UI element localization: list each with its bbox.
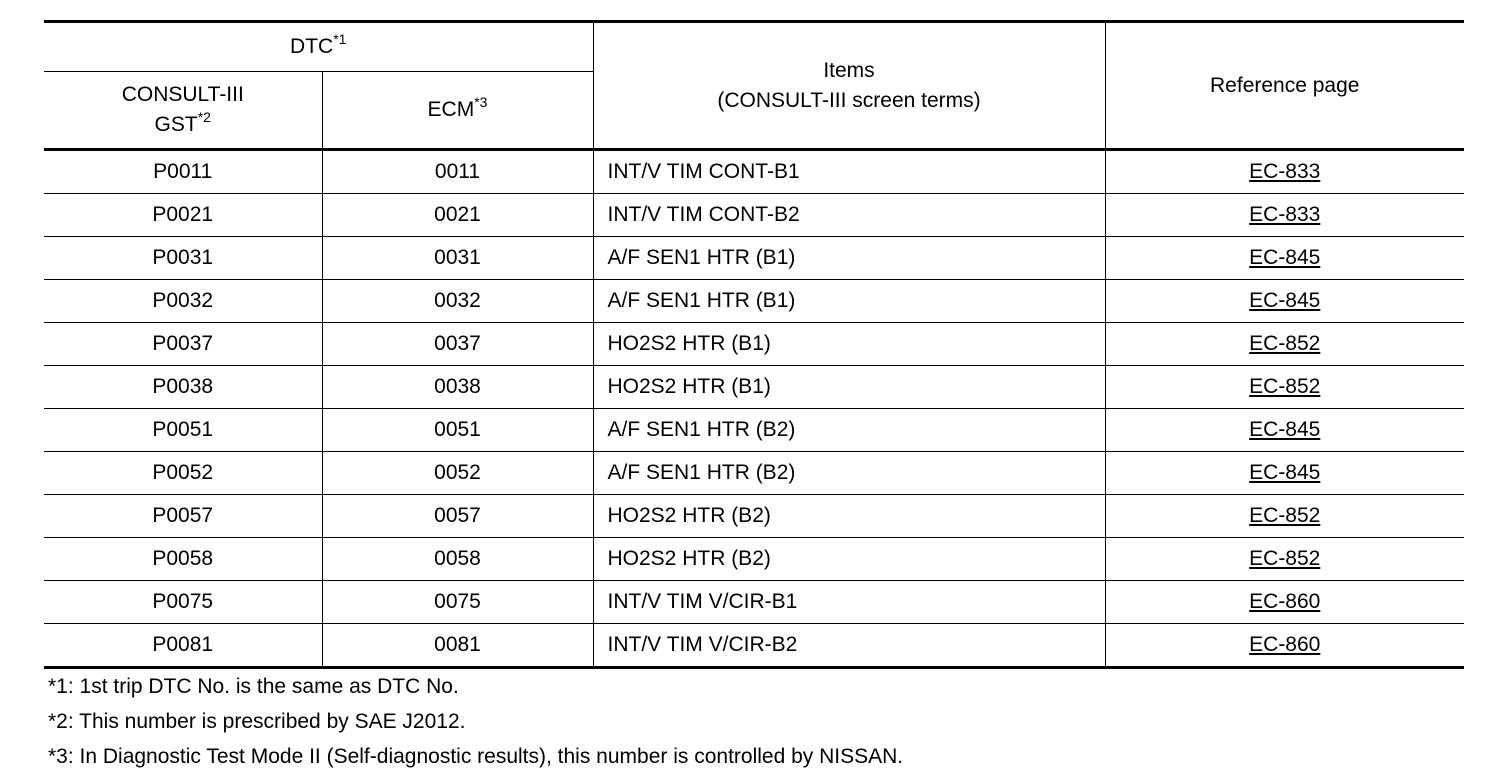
consult-code-cell: P0031 <box>44 237 322 280</box>
consult-code-cell: P0052 <box>44 452 322 495</box>
table-row <box>44 495 1464 538</box>
table-row <box>44 237 1464 280</box>
item-name-cell: INT/V TIM V/CIR-B1 <box>593 581 1105 624</box>
item-name-cell: A/F SEN1 HTR (B2) <box>593 452 1105 495</box>
reference-page-link[interactable]: EC-845 <box>1249 246 1321 269</box>
reference-page-link[interactable]: EC-852 <box>1249 332 1321 355</box>
table-row <box>44 409 1464 452</box>
items-header-subtitle: (CONSULT-III screen terms) <box>717 88 981 112</box>
consult-header-line1: CONSULT-III <box>121 83 244 106</box>
dtc-table-container <box>44 20 1464 669</box>
reference-cell <box>1105 538 1464 581</box>
table-row <box>44 581 1464 624</box>
consult-code-cell: P0021 <box>44 194 322 237</box>
consult-code-cell: P0011 <box>44 150 322 194</box>
gst-label: GST <box>154 113 198 136</box>
reference-page-link[interactable]: EC-860 <box>1249 633 1321 656</box>
table-row <box>44 366 1464 409</box>
footnote-line: *1: 1st trip DTC No. is the same as DTC No. <box>48 675 459 698</box>
ecm-code-cell: 0021 <box>322 194 593 237</box>
consult-code-cell: P0081 <box>44 624 322 668</box>
footnote-line: *3: In Diagnostic Test Mode II (Self-diagnostic results), this number is controlled by NISSAN. <box>48 745 904 768</box>
reference-page-link[interactable]: EC-860 <box>1249 590 1321 613</box>
item-name-cell: INT/V TIM V/CIR-B2 <box>593 624 1105 668</box>
item-name-cell: A/F SEN1 HTR (B1) <box>593 237 1105 280</box>
ecm-label: ECM <box>427 98 475 121</box>
reference-column-header: Reference page <box>1105 22 1464 150</box>
reference-cell <box>1105 280 1464 323</box>
consult-code-cell: P0032 <box>44 280 322 323</box>
item-name-cell: HO2S2 HTR (B2) <box>593 495 1105 538</box>
ecm-code-cell: 0031 <box>322 237 593 280</box>
item-name-cell: INT/V TIM CONT-B1 <box>593 150 1105 194</box>
ecm-code-cell: 0051 <box>322 409 593 452</box>
reference-cell <box>1105 495 1464 538</box>
reference-cell <box>1105 323 1464 366</box>
reference-cell <box>1105 150 1464 194</box>
consult-code-cell: P0038 <box>44 366 322 409</box>
dtc-header-label: DTC <box>290 35 334 58</box>
gst-footnote-mark: *2 <box>197 109 211 125</box>
items-column-header <box>593 22 1105 150</box>
item-name-cell: INT/V TIM CONT-B2 <box>593 194 1105 237</box>
reference-cell <box>1105 366 1464 409</box>
consult-column-header <box>44 72 322 150</box>
table-row <box>44 150 1464 194</box>
table-row <box>44 323 1464 366</box>
reference-page-link[interactable]: EC-833 <box>1249 160 1321 183</box>
reference-page-link[interactable]: EC-852 <box>1249 504 1321 527</box>
consult-code-cell: P0051 <box>44 409 322 452</box>
dtc-table-body <box>44 150 1464 668</box>
consult-code-cell: P0037 <box>44 323 322 366</box>
table-row <box>44 538 1464 581</box>
table-row <box>44 280 1464 323</box>
ecm-code-cell: 0075 <box>322 581 593 624</box>
reference-page-link[interactable]: EC-845 <box>1249 289 1321 312</box>
reference-cell <box>1105 237 1464 280</box>
reference-cell <box>1105 409 1464 452</box>
ecm-code-cell: 0032 <box>322 280 593 323</box>
ecm-column-header <box>322 72 593 150</box>
footnotes <box>48 669 903 774</box>
ecm-code-cell: 0058 <box>322 538 593 581</box>
item-name-cell: HO2S2 HTR (B1) <box>593 323 1105 366</box>
reference-page-link[interactable]: EC-852 <box>1249 547 1321 570</box>
consult-code-cell: P0075 <box>44 581 322 624</box>
reference-cell <box>1105 194 1464 237</box>
consult-code-cell: P0057 <box>44 495 322 538</box>
reference-cell <box>1105 624 1464 668</box>
reference-page-link[interactable]: EC-845 <box>1249 461 1321 484</box>
reference-page-link[interactable]: EC-833 <box>1249 203 1321 226</box>
reference-cell <box>1105 581 1464 624</box>
table-row <box>44 452 1464 495</box>
dtc-index-table <box>44 20 1464 669</box>
reference-page-link[interactable]: EC-845 <box>1249 418 1321 441</box>
item-name-cell: A/F SEN1 HTR (B2) <box>593 409 1105 452</box>
table-row <box>44 194 1464 237</box>
item-name-cell: HO2S2 HTR (B1) <box>593 366 1105 409</box>
item-name-cell: HO2S2 HTR (B2) <box>593 538 1105 581</box>
ecm-code-cell: 0052 <box>322 452 593 495</box>
items-header-title: Items <box>823 58 875 82</box>
consult-code-cell: P0058 <box>44 538 322 581</box>
reference-page-link[interactable]: EC-852 <box>1249 375 1321 398</box>
footnote-line: *2: This number is prescribed by SAE J2012. <box>48 710 466 733</box>
reference-cell <box>1105 452 1464 495</box>
ecm-code-cell: 0037 <box>322 323 593 366</box>
dtc-header-footnote-mark: *1 <box>333 31 347 47</box>
item-name-cell: A/F SEN1 HTR (B1) <box>593 280 1105 323</box>
ecm-code-cell: 0011 <box>322 150 593 194</box>
dtc-group-header <box>44 22 593 72</box>
table-row <box>44 624 1464 668</box>
consult-header-line2 <box>44 110 322 140</box>
ecm-code-cell: 0081 <box>322 624 593 668</box>
ecm-code-cell: 0057 <box>322 495 593 538</box>
ecm-footnote-mark: *3 <box>474 94 488 110</box>
ecm-code-cell: 0038 <box>322 366 593 409</box>
